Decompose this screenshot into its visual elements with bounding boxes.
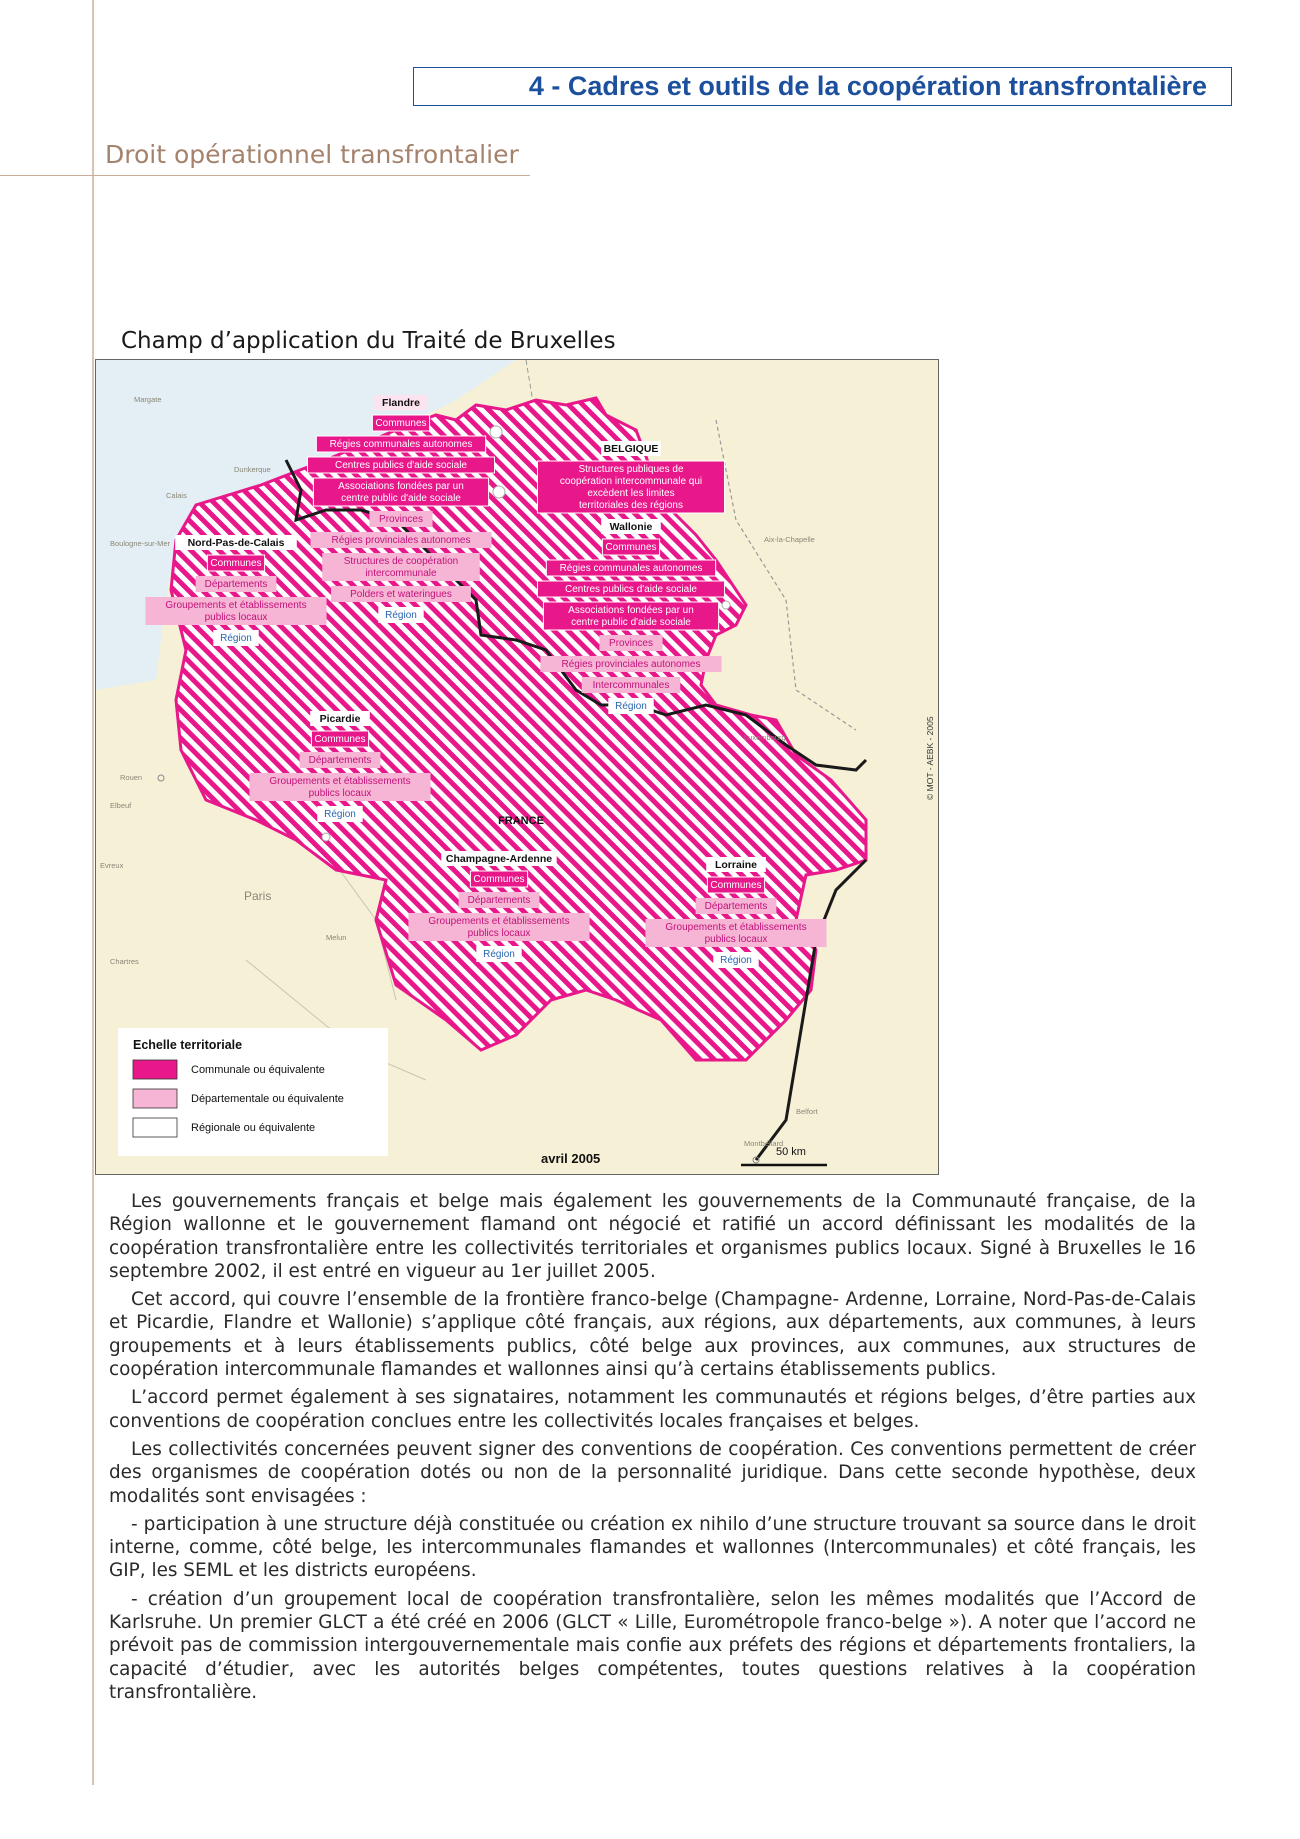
region-name: Wallonie — [609, 521, 653, 533]
item-label: Départements — [308, 755, 372, 766]
place-label: Chartres — [110, 957, 139, 966]
paragraph: - création d’un groupement local de coopération transfrontalière, selon les mêmes modalités que l’Accord de Karlsruhe. Un premier GLCT a été créé en 2006 (GLCT « Lille, Eurométropole franco-belge »). A noter que l’accord ne prévoit pas de commission intergouvernementale mais confie aux préfets des régions et départements frontaliers, la capacité d’étudier, avec les autorités belges compétentes, toutes questions relatives à la coopération transfrontalière. — [109, 1588, 1196, 1703]
paragraph: Les gouvernements français et belge mais également les gouvernements de la Communauté française, de la Région wallonne et le gouvernement flamand ont négocié et ratifié un accord définissant les modalités de la coopération transfrontalière entre les collectivités territoriales et organismes publics locaux. Signé à Bruxelles le 16 septembre 2002, il est entré en vigueur au 1er juillet 2005. — [109, 1191, 1196, 1282]
city-marker — [493, 486, 505, 498]
place-label: Luxembourg — [744, 733, 786, 742]
map-credit: © MOT - AEBK - 2005 — [925, 716, 935, 800]
country-label-france: FRANCE — [498, 815, 544, 827]
item-label: Régies provinciales autonomes — [561, 659, 701, 670]
city-marker — [490, 426, 502, 438]
item-label: Départements — [704, 901, 768, 912]
paragraph: L’accord permet également à ses signataires, notamment les communautés et régions belges, d’être parties aux conventions de coopération conclues entre les collectivités locales françaises et belges. — [109, 1387, 1196, 1432]
legend-swatch — [133, 1089, 177, 1108]
country-labels — [498, 815, 544, 827]
item-label: Provinces — [379, 514, 423, 525]
item-label: Région — [324, 809, 356, 820]
map — [95, 359, 939, 1175]
place-label: Evreux — [100, 861, 124, 870]
item-label: Associations fondées par un centre public d'aide sociale — [568, 605, 694, 628]
item-label: Polders et wateringues — [350, 589, 452, 600]
place-label: Margate — [134, 395, 162, 404]
section-title: Droit opérationnel transfrontalier — [105, 140, 519, 169]
legend-label: Communale ou équivalente — [191, 1064, 325, 1076]
body-text — [109, 1190, 1196, 1709]
region-name: Flandre — [382, 397, 420, 409]
place-label: Melun — [326, 933, 347, 942]
item-label: Régies communales autonomes — [329, 439, 473, 450]
legend-label: Départementale ou équivalente — [191, 1093, 344, 1105]
item-label: Communes — [210, 558, 262, 569]
item-label: Région — [385, 610, 417, 621]
legend-items — [133, 1060, 344, 1137]
item-label: Groupements et établissements publics locaux — [665, 922, 807, 945]
item-label: Communes — [605, 542, 657, 553]
place-label: Elbeuf — [110, 801, 132, 810]
item-label: Communes — [710, 880, 762, 891]
item-label: Centres publics d'aide sociale — [335, 460, 467, 471]
place-label: Rouen — [120, 773, 143, 782]
item-label: Région — [483, 949, 515, 960]
place-label: Dunkerque — [234, 465, 271, 474]
item-label: Provinces — [609, 638, 653, 649]
item-label: Groupements et établissements publics locaux — [428, 916, 570, 939]
item-label: Régies communales autonomes — [559, 563, 703, 574]
place-label: Belfort — [796, 1107, 818, 1116]
place-label: Montbéliard — [744, 1139, 784, 1148]
item-label: Communes — [375, 418, 427, 429]
city-marker — [322, 833, 330, 841]
item-label: Région — [615, 701, 647, 712]
item-label: Départements — [204, 579, 268, 590]
item-label: Structures publiques de coopération intercommunale qui excèdent les limites territoriales des régions — [559, 464, 703, 511]
paragraph: Cet accord, qui couvre l’ensemble de la frontière franco-belge (Champagne- Ardenne, Lorraine, Nord-Pas-de-Calais et Picardie, Flandre et Wallonie) s’applique côté français, aux régions, aux départements, aux communes, à leurs groupements et à leurs établissements publics, côté belge aux provinces, aux communes, aux structures de coopération intercommunale flamandes et wallonnes ainsi qu’à certains établissements publics. — [109, 1289, 1196, 1381]
scale-label: 50 km — [776, 1146, 806, 1158]
margin-rule — [92, 0, 94, 1785]
region-name: Picardie — [319, 713, 361, 725]
place-label: Boulogne-sur-Mer — [110, 539, 171, 548]
legend-swatch — [133, 1060, 177, 1079]
place-label: Calais — [166, 491, 187, 500]
section-divider — [0, 175, 530, 176]
item-label: Communes — [314, 734, 366, 745]
region-name: BELGIQUE — [603, 443, 659, 455]
item-label: Départements — [467, 895, 531, 906]
paragraph: Les collectivités concernées peuvent signer des conventions de coopération. Ces conventions permettent de créer des organismes de coopération dotés ou non de la personnalité juridique. Dans cette seconde hypothèse, deux modalités sont envisagées : — [109, 1438, 1196, 1507]
item-label: Intercommunales — [592, 680, 670, 691]
item-label: Communes — [473, 874, 525, 885]
map-title: Champ d’application du Traité de Bruxelles — [121, 328, 616, 354]
item-label: Groupements et établissements publics locaux — [269, 776, 411, 799]
place-label: Paris — [244, 889, 272, 903]
item-label: Régies provinciales autonomes — [331, 535, 471, 546]
map-canvas — [96, 360, 939, 1175]
legend — [118, 1028, 388, 1156]
item-label: Région — [220, 633, 252, 644]
item-label: Région — [720, 955, 752, 966]
legend-title: Echelle territoriale — [133, 1038, 243, 1052]
region-name: Champagne-Ardenne — [445, 853, 553, 865]
legend-label: Régionale ou équivalente — [191, 1122, 316, 1134]
item-label: Groupements et établissements publics locaux — [165, 600, 307, 623]
item-label: Associations fondées par un centre public d'aide sociale — [338, 481, 464, 504]
map-date: avril 2005 — [541, 1151, 601, 1166]
item-label: Centres publics d'aide sociale — [565, 584, 697, 595]
chapter-title: 4 - Cadres et outils de la coopération transfrontalière — [413, 67, 1232, 106]
region-name: Nord-Pas-de-Calais — [187, 537, 285, 549]
item-label: Structures de coopération intercommunale — [343, 556, 459, 579]
city-marker — [722, 601, 730, 609]
legend-swatch — [133, 1118, 177, 1137]
place-label: Aix-la-Chapelle — [764, 535, 815, 544]
region-name: Lorraine — [714, 859, 758, 871]
paragraph: - participation à une structure déjà constituée ou création ex nihilo d’une structure trouvant sa source dans le droit interne, comme, côté belge, les intercommunales flamandes et wallonnes (Intercommunales) et côté français, les GIP, les SEML et les districts européens. — [109, 1513, 1196, 1582]
